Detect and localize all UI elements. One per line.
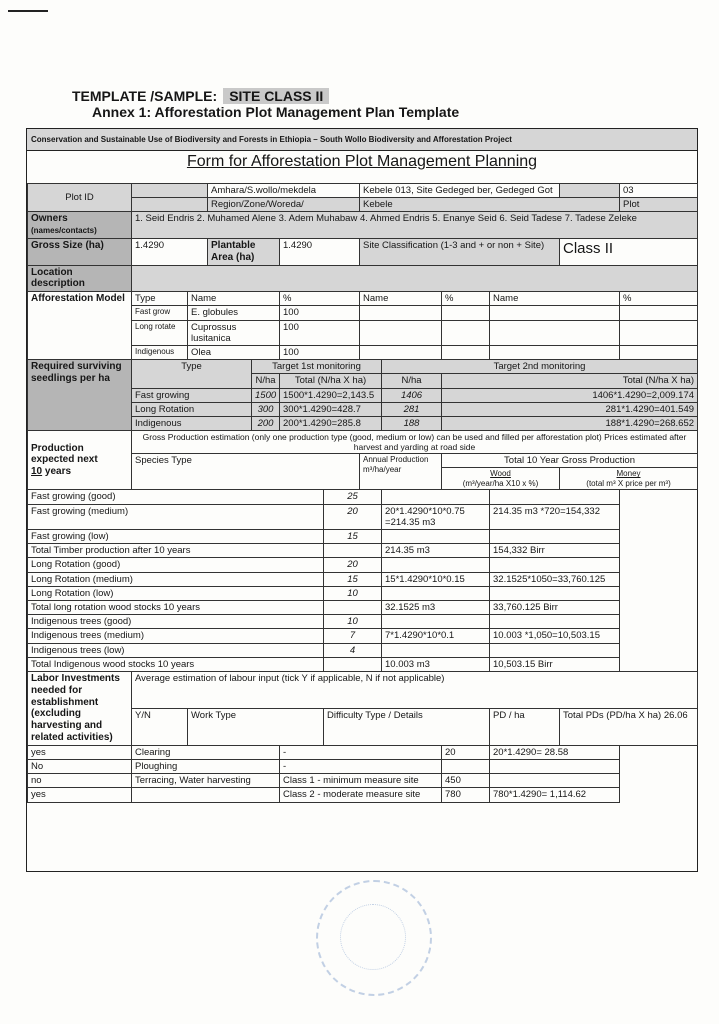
model-header-pct: %	[280, 292, 360, 306]
production-row	[28, 490, 698, 504]
labor-pd[interactable]	[442, 759, 490, 773]
production-species: Fast growing (medium)	[28, 504, 324, 529]
labor-work[interactable]: Terracing, Water harvesting	[132, 774, 280, 788]
model-header-pct3: %	[620, 292, 698, 306]
model-name[interactable]: Olea	[188, 346, 280, 360]
seedlings-label: Required surviving seedlings per ha	[28, 360, 132, 431]
production-note: Gross Production estimation (only one production type (good, medium or low) can be used and filled per afforestation plot) Prices estimated after harvest and yarding at road side	[132, 431, 698, 454]
production-money[interactable]	[490, 615, 620, 629]
seedling-t1[interactable]: 200*1.4290=285.8	[280, 417, 382, 431]
production-row	[28, 558, 698, 572]
labor-difficulty[interactable]: Class 2 - moderate measure site	[280, 788, 442, 802]
seedling-n2[interactable]: 281	[382, 402, 442, 416]
production-row	[28, 600, 698, 614]
production-annual[interactable]: 15	[324, 529, 382, 543]
labor-header-difficulty: Difficulty Type / Details	[324, 708, 490, 745]
labor-difficulty[interactable]: -	[280, 745, 442, 759]
production-species: Indigenous trees (low)	[28, 643, 324, 657]
annual-header: Annual Production m³/ha/year	[360, 454, 442, 490]
labor-yn[interactable]: no	[28, 774, 132, 788]
production-money[interactable]: 32.1525*1050=33,760.125	[490, 572, 620, 586]
stamp-inner-ring	[340, 904, 406, 970]
plot-value[interactable]: 03	[620, 184, 698, 198]
production-wood[interactable]: 20*1.4290*10*0.75 =214.35 m3	[382, 504, 490, 529]
production-wood[interactable]	[382, 643, 490, 657]
owners-label	[28, 212, 132, 239]
project-title: Conservation and Sustainable Use of Biodiversity and Forests in Ethiopia – South Wollo Biodiversity and Afforestation Project	[27, 129, 697, 151]
wood-header-text: Wood	[490, 469, 511, 479]
production-annual[interactable]: 20	[324, 504, 382, 529]
wood-header	[442, 468, 560, 490]
production-money[interactable]	[490, 490, 620, 504]
production-row	[28, 586, 698, 600]
target1-header: Target 1st monitoring	[252, 360, 382, 374]
model-header-name2: Name	[360, 292, 442, 306]
production-annual[interactable]: 20	[324, 558, 382, 572]
production-row	[28, 629, 698, 643]
production-species: Total Indigenous wood stocks 10 years	[28, 657, 324, 671]
seedling-n2[interactable]: 1406	[382, 388, 442, 402]
production-money[interactable]: 214.35 m3 *720=154,332	[490, 504, 620, 529]
plot-caption: Plot	[620, 198, 698, 212]
production-annual[interactable]: 7	[324, 629, 382, 643]
labor-difficulty[interactable]: Class 1 - minimum measure site	[280, 774, 442, 788]
production-annual[interactable]: 10	[324, 615, 382, 629]
labor-total[interactable]	[490, 774, 620, 788]
annex-title: Annex 1: Afforestation Plot Management Plan Template	[92, 104, 460, 120]
plantable-label: Plantable Area (ha)	[208, 239, 280, 266]
seedling-t2[interactable]: 188*1.4290=268.652	[442, 417, 698, 431]
labor-work[interactable]: Clearing	[132, 745, 280, 759]
production-annual[interactable]: 4	[324, 643, 382, 657]
seedling-n1[interactable]: 300	[252, 402, 280, 416]
production-annual[interactable]: 25	[324, 490, 382, 504]
production-money[interactable]: 33,760.125 Birr	[490, 600, 620, 614]
production-label	[28, 431, 132, 490]
model-type: Long rotate	[132, 320, 188, 345]
form-table	[27, 183, 698, 803]
plantable-value[interactable]: 1.4290	[280, 239, 360, 266]
production-years: years	[44, 466, 72, 478]
production-annual[interactable]	[324, 657, 382, 671]
model-type: Fast grow	[132, 306, 188, 320]
form-sheet	[26, 128, 698, 872]
seedling-t1[interactable]: 300*1.4290=428.7	[280, 402, 382, 416]
production-annual[interactable]	[324, 600, 382, 614]
owners-sublabel: (names/contacts)	[31, 226, 97, 236]
kebele-caption: Kebele	[360, 198, 620, 212]
production-money[interactable]: 10,503.15 Birr	[490, 657, 620, 671]
production-species: Indigenous trees (good)	[28, 615, 324, 629]
target2-nha-header: N/ha	[382, 374, 442, 388]
seedling-type: Long Rotation	[132, 402, 252, 416]
labor-row	[28, 745, 698, 759]
model-label: Afforestation Model	[28, 292, 132, 360]
site-class-heading: SITE CLASS II	[223, 88, 329, 104]
labor-header-pd: PD / ha	[490, 708, 560, 745]
seedlings-type-header: Type	[132, 360, 252, 388]
production-row	[28, 572, 698, 586]
model-header-name: Name	[188, 292, 280, 306]
production-wood[interactable]: 214.35 m3	[382, 544, 490, 558]
model-pct[interactable]: 100	[280, 306, 360, 320]
production-annual[interactable]: 10	[324, 586, 382, 600]
kebele-value[interactable]: Kebele 013, Site Gedeged ber, Gedeged Got	[360, 184, 560, 198]
target2-header: Target 2nd monitoring	[382, 360, 698, 374]
model-name[interactable]: Cuprossus lusitanica	[188, 320, 280, 345]
production-row	[28, 615, 698, 629]
production-row	[28, 529, 698, 543]
production-years-num: 10	[31, 466, 43, 478]
template-label: TEMPLATE /SAMPLE:	[72, 88, 218, 104]
production-wood[interactable]	[382, 529, 490, 543]
money-header	[560, 468, 698, 490]
labor-header-total: Total PDs (PD/ha X ha) 26.06	[560, 708, 698, 745]
site-class-label: Site Classification (1-3 and + or non + Site)	[360, 239, 560, 266]
production-money[interactable]	[490, 529, 620, 543]
production-money[interactable]	[490, 586, 620, 600]
labor-note: Average estimation of labour input (tick Y if applicable, N if not applicable)	[132, 671, 698, 708]
production-wood[interactable]	[382, 558, 490, 572]
owners-label-text: Owners	[31, 213, 68, 225]
production-species: Long Rotation (low)	[28, 586, 324, 600]
labor-yn[interactable]: No	[28, 759, 132, 773]
target1-total-header: Total (N/ha X ha)	[280, 374, 382, 388]
owners-value[interactable]: 1. Seid Endris 2. Muhamed Alene 3. Adem Muhabaw 4. Ahmed Endris 5. Enanye Seid 6. Seid Tadese 7. Tadese Zeleke	[132, 212, 698, 239]
region-value[interactable]: Amhara/S.wollo/mekdela	[208, 184, 360, 198]
production-money[interactable]: 154,332 Birr	[490, 544, 620, 558]
production-species: Total long rotation wood stocks 10 years	[28, 600, 324, 614]
production-wood[interactable]	[382, 615, 490, 629]
production-species: Total Timber production after 10 years	[28, 544, 324, 558]
seedling-type: Indigenous	[132, 417, 252, 431]
production-wood[interactable]: 10.003 m3	[382, 657, 490, 671]
model-name[interactable]: E. globules	[188, 306, 280, 320]
seedling-t1[interactable]: 1500*1.4290=2,143.5	[280, 388, 382, 402]
location-label: Location description	[28, 265, 132, 292]
gross-size-value[interactable]: 1.4290	[132, 239, 208, 266]
production-species: Fast growing (low)	[28, 529, 324, 543]
seedling-n1[interactable]: 200	[252, 417, 280, 431]
production-row	[28, 643, 698, 657]
corner-mark	[8, 10, 48, 12]
production-wood[interactable]	[382, 586, 490, 600]
money-header-text: Money	[616, 469, 641, 479]
labor-work[interactable]: Ploughing	[132, 759, 280, 773]
production-species: Long Rotation (good)	[28, 558, 324, 572]
model-header-pct2: %	[442, 292, 490, 306]
labor-difficulty[interactable]: -	[280, 759, 442, 773]
site-class-value[interactable]: Class II	[560, 239, 698, 266]
labor-row	[28, 774, 698, 788]
production-wood[interactable]	[382, 490, 490, 504]
seedling-type: Fast growing	[132, 388, 252, 402]
official-stamp	[316, 880, 432, 996]
gross-size-label: Gross Size (ha)	[28, 239, 132, 266]
money-sub: (total m³ X price per m³)	[586, 478, 671, 488]
target2-total-header: Total (N/ha X ha)	[442, 374, 698, 388]
labor-header-yn: Y/N	[132, 708, 188, 745]
production-species: Indigenous trees (medium)	[28, 629, 324, 643]
total-production-header: Total 10 Year Gross Production	[442, 454, 698, 468]
production-species: Long Rotation (medium)	[28, 572, 324, 586]
production-annual[interactable]	[324, 544, 382, 558]
production-wood[interactable]: 32.1525 m3	[382, 600, 490, 614]
labor-work[interactable]	[132, 788, 280, 802]
production-money[interactable]: 10.003 *1,050=10,503.15	[490, 629, 620, 643]
labor-header-work: Work Type	[188, 708, 324, 745]
model-pct[interactable]: 100	[280, 320, 360, 345]
plot-id-label: Plot ID	[28, 184, 132, 212]
form-title: Form for Afforestation Plot Management Planning	[186, 153, 538, 170]
template-heading	[72, 88, 329, 104]
location-value[interactable]	[132, 265, 698, 292]
production-money[interactable]	[490, 558, 620, 572]
production-row	[28, 544, 698, 558]
labor-total[interactable]: 780*1.4290= 1,114.62	[490, 788, 620, 802]
labor-pd[interactable]: 450	[442, 774, 490, 788]
region-caption: Region/Zone/Woreda/	[208, 198, 360, 212]
labor-total[interactable]	[490, 759, 620, 773]
seedling-t2[interactable]: 281*1.4290=401.549	[442, 402, 698, 416]
labor-row	[28, 788, 698, 802]
model-type: Indigenous	[132, 346, 188, 360]
labor-pd[interactable]: 20	[442, 745, 490, 759]
labor-total[interactable]: 20*1.4290= 28.58	[490, 745, 620, 759]
production-label-text: Production expected next	[31, 442, 98, 466]
production-row	[28, 504, 698, 529]
production-wood[interactable]: 15*1.4290*10*0.15	[382, 572, 490, 586]
production-species: Fast growing (good)	[28, 490, 324, 504]
model-header-name3: Name	[490, 292, 620, 306]
model-pct[interactable]: 100	[280, 346, 360, 360]
species-header: Species Type	[132, 454, 360, 490]
production-annual[interactable]: 15	[324, 572, 382, 586]
production-row	[28, 657, 698, 671]
production-money[interactable]	[490, 643, 620, 657]
wood-sub: (m³/year/ha X10 x %)	[462, 478, 539, 488]
labor-pd[interactable]: 780	[442, 788, 490, 802]
labor-yn[interactable]: yes	[28, 745, 132, 759]
target1-nha-header: N/ha	[252, 374, 280, 388]
seedling-n1[interactable]: 1500	[252, 388, 280, 402]
seedling-t2[interactable]: 1406*1.4290=2,009.174	[442, 388, 698, 402]
model-header-type: Type	[132, 292, 188, 306]
production-wood[interactable]: 7*1.4290*10*0.1	[382, 629, 490, 643]
seedling-n2[interactable]: 188	[382, 417, 442, 431]
labor-row	[28, 759, 698, 773]
labor-yn[interactable]: yes	[28, 788, 132, 802]
labor-label: Labor Investments needed for establishment (excluding harvesting and related activities)	[28, 671, 132, 745]
